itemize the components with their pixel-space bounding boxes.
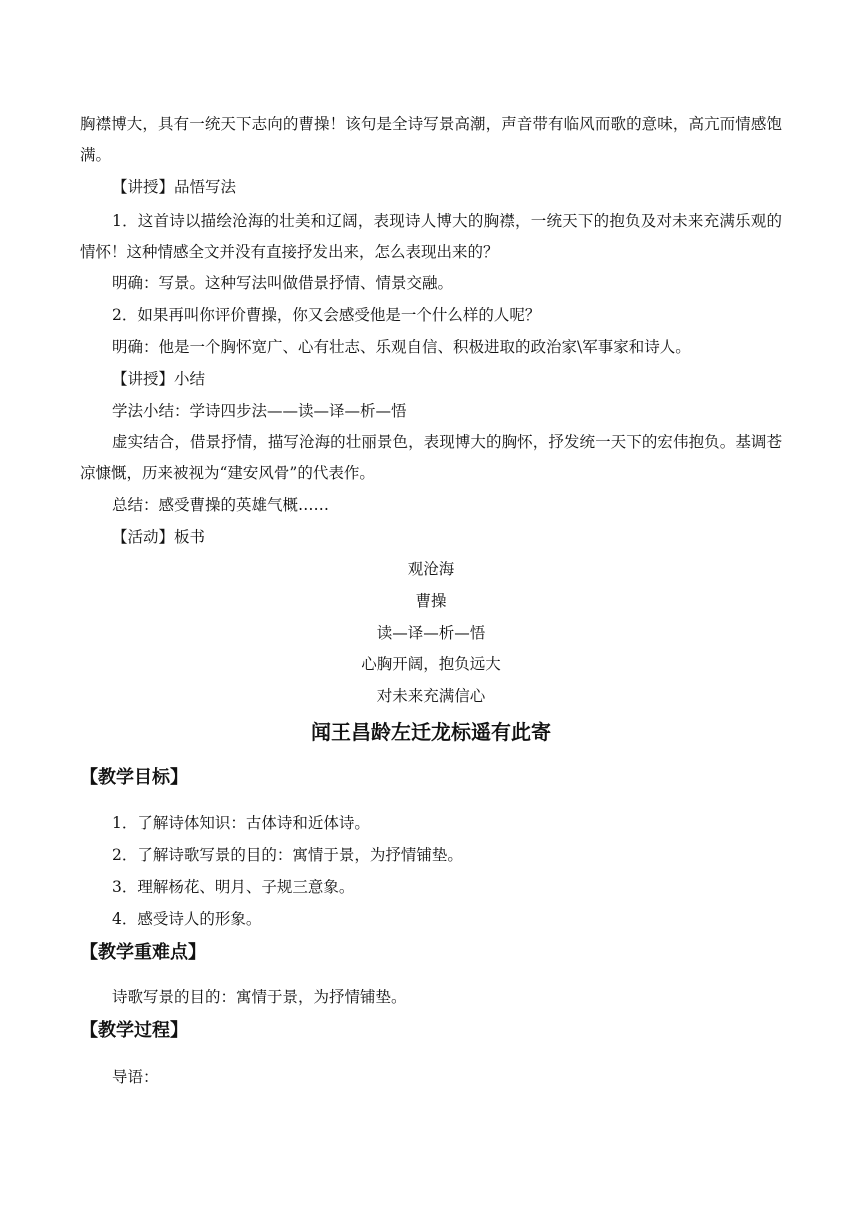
board-line-steps: 读—译—析—悟 xyxy=(376,624,486,642)
goal-item: 3．理解杨花、明月、子规三意象。 xyxy=(112,878,355,896)
board-line-author: 曹操 xyxy=(415,592,447,610)
study-method: 学法小结：学诗四步法——读—译—析—悟 xyxy=(112,402,407,420)
activity-heading: 【活动】板书 xyxy=(112,528,206,546)
answer-1: 明确：写景。这种写法叫做借景抒情、情景交融。 xyxy=(112,274,454,292)
conclusion: 总结：感受曹操的英雄气概…… xyxy=(112,496,330,514)
summary-heading: 【讲授】小结 xyxy=(112,370,206,388)
teaching-goals-heading: 【教学目标】 xyxy=(80,767,188,788)
teaching-process-heading: 【教学过程】 xyxy=(80,1020,188,1041)
board-line-outlook: 对未来充满信心 xyxy=(376,687,486,705)
board-line-title: 观沧海 xyxy=(407,560,455,578)
key-difficulty-heading: 【教学重难点】 xyxy=(80,942,206,963)
summary-text: 虚实结合，借景抒情，描写沧海的壮丽景色，表现博大的胸怀，抒发统一天下的宏伟抱负。基调苍凉慷慨，历来被视为“建安风骨”的代表作。 xyxy=(80,433,782,482)
goal-item: 4．感受诗人的形象。 xyxy=(112,910,262,928)
intro-label: 导语： xyxy=(112,1068,159,1086)
answer-2: 明确：他是一个胸怀宽广、心有壮志、乐观自信、积极进取的政治家\军事家和诗人。 xyxy=(112,338,691,356)
question-2: 2．如果再叫你评价曹操，你又会感受他是一个什么样的人呢？ xyxy=(112,306,541,324)
key-difficulty-text: 诗歌写景的目的：寓情于景，为抒情铺垫。 xyxy=(112,988,407,1006)
board-line-theme: 心胸开阔，抱负远大 xyxy=(361,655,501,673)
goal-item: 1．了解诗体知识：古体诗和近体诗。 xyxy=(112,814,370,832)
lesson-title: 闻王昌龄左迁龙标遥有此寄 xyxy=(311,720,551,744)
goal-item: 2．了解诗歌写景的目的：寓情于景，为抒情铺垫。 xyxy=(112,846,463,864)
lecture-method-heading: 【讲授】品悟写法 xyxy=(112,178,237,196)
paragraph-continuation: 胸襟博大，具有一统天下志向的曹操！该句是全诗写景高潮，声音带有临风而歌的意味，高亢而情感饱满。 xyxy=(80,115,782,164)
question-1: 1．这首诗以描绘沧海的壮美和辽阔，表现诗人博大的胸襟，一统天下的抱负及对未来充满乐观的情怀！这种情感全文并没有直接抒发出来，怎么表现出来的？ xyxy=(80,212,782,261)
